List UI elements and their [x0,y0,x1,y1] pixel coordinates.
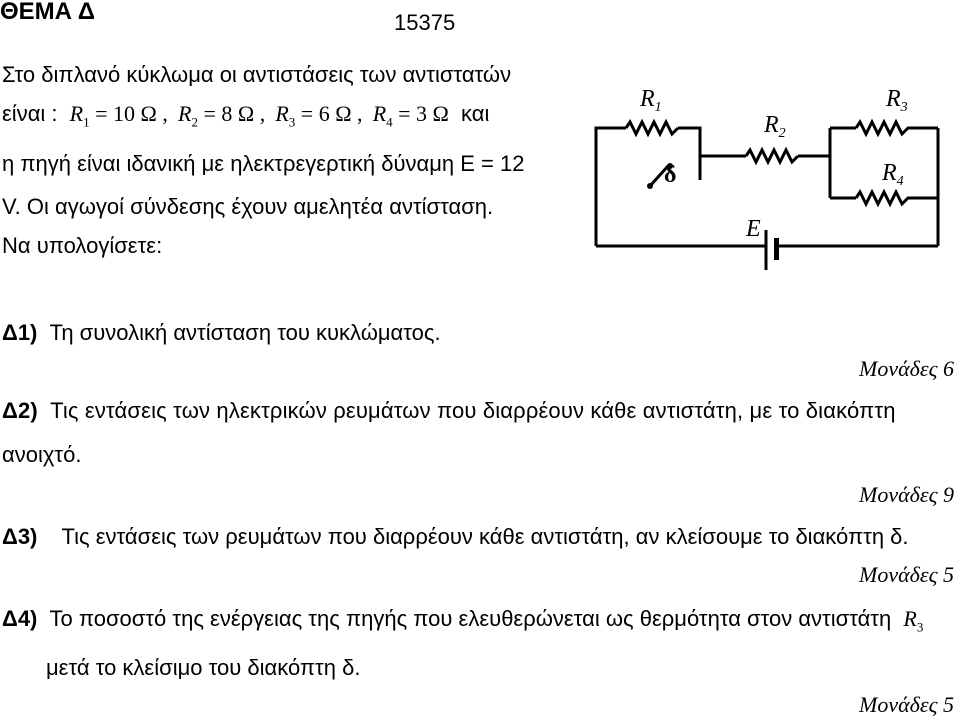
marks-d4: Μονάδες 5 [859,692,954,717]
label-source: E [746,216,761,242]
intro-line-1: Στο διπλανό κύκλωμα οι αντιστάσεις των αντιστατών [2,62,512,87]
question-text: Τις εντάσεις των ρευμάτων που διαρρέουν κάθε αντιστάτη, αν κλείσουμε το διακόπτη δ. [61,524,909,549]
value-r4: $R_4 = 3$ Ω [372,101,449,130]
question-number: Δ2) [2,398,38,423]
label-r4: $R_4$ [882,160,904,189]
label-r3: $R_3$ [886,86,908,115]
resistor-r1 [626,122,678,134]
circuit-diagram [560,70,960,290]
question-d4 [2,606,923,635]
question-d4-line2: μετά το κλείσιμο του διακόπτη δ. [46,655,361,680]
value-r2: $R_2 = 8$ Ω , [178,101,266,130]
marks-d3: Μονάδες 5 [859,562,954,587]
resistor-r4 [856,192,938,204]
question-symbol: $R_3$ [903,606,924,635]
wire-r1-right [678,128,700,180]
marks-d2: Μονάδες 9 [859,482,954,507]
wire-r2-left [700,156,746,180]
question-d2 [2,398,958,424]
resistor-r2 [746,150,798,162]
intro-line-4: V. Οι αγωγοί σύνδεσης έχουν αμελητέα αντίσταση. [2,194,494,219]
question-text: Τις εντάσεις των ηλεκτρικών ρευμάτων που διαρρέουν κάθε αντιστάτη, με το διακόπτη [50,398,896,423]
label-r1: $R_1$ [640,86,662,115]
wire-top-left [596,128,626,246]
page-title: ΘΕΜΑ Δ [0,0,96,25]
values-prefix: είναι : [2,101,58,126]
question-number: Δ1) [2,320,38,345]
values-suffix: και [461,101,490,126]
resistance-values-line [2,101,489,130]
problem-code: 15375 [394,10,456,35]
resistor-r3 [856,122,938,134]
question-number: Δ3) [2,524,38,549]
value-r1: $R_1 = 10$ Ω , [69,101,168,130]
question-d3 [2,524,909,550]
label-r2: $R_2$ [764,112,786,141]
value-r3: $R_3 = 6$ Ω , [275,101,363,130]
question-d2-line2: ανοιχτό. [2,442,82,467]
question-d1 [2,320,441,346]
question-text: Το ποσοστό της ενέργειας της πηγής που ελευθερώνεται ως θερμότητα στον αντιστάτη [49,606,892,631]
intro-line-3: η πηγή είναι ιδανική με ηλεκτρεγερτική δύναμη Ε = 12 [2,151,525,176]
question-text: Τη συνολική αντίσταση του κυκλώματος. [49,320,441,345]
battery-short-plate [774,238,779,260]
intro-line-5: Να υπολογίσετε: [2,233,163,258]
question-number: Δ4) [2,606,38,631]
label-switch: δ [664,162,677,188]
switch-contact-left [647,183,653,189]
marks-d1: Μονάδες 6 [859,356,954,381]
